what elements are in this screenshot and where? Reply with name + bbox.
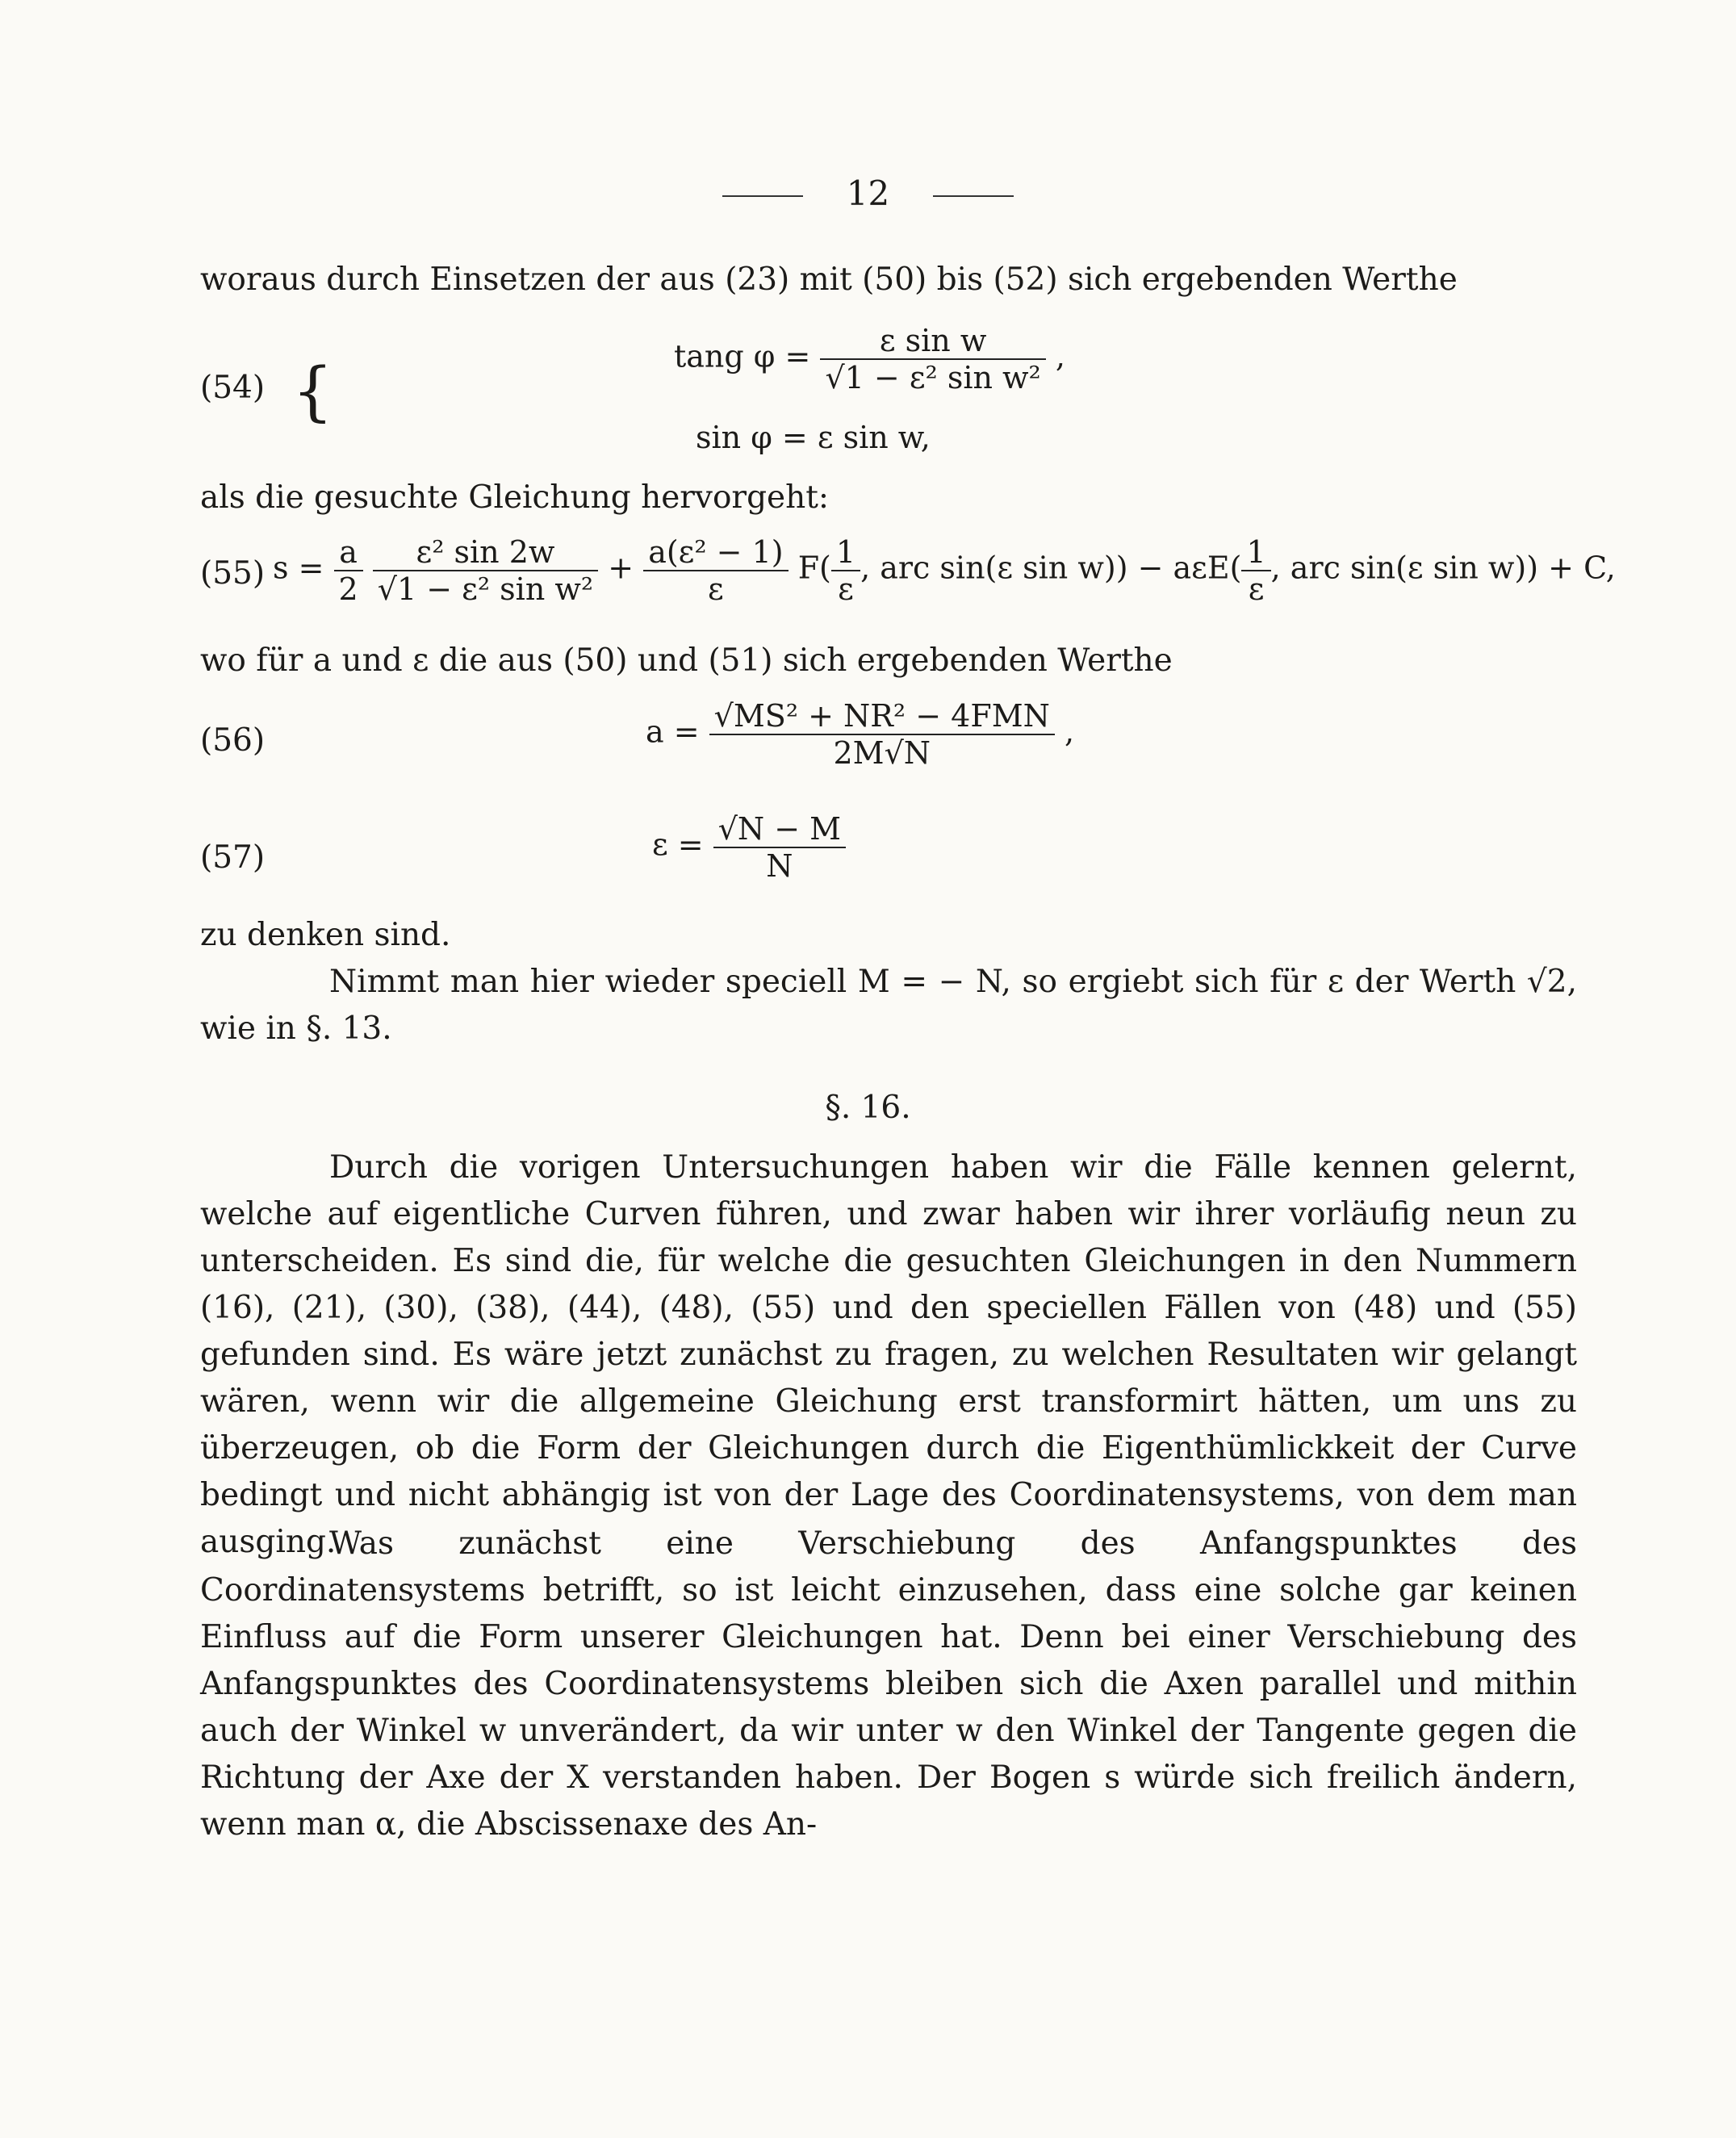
intro-line: woraus durch Einsetzen der aus (23) mit (50) bis (52) sich ergebenden Werthe	[200, 261, 1458, 298]
eq57-lhs: ε =	[652, 826, 704, 863]
eq55-frac-a2-den: 2	[334, 570, 363, 607]
eq57-label: (57)	[200, 839, 266, 876]
eq56-fraction	[709, 698, 1055, 771]
para-nimmt: Nimmt man hier wieder speciell M = − N, so ergiebt sich für ε der Werth √2, wie in §. 13.	[200, 964, 1577, 1047]
eq55-label: (55)	[200, 555, 266, 592]
eq55-F-args: , arc sin(ε sin w)) − aεE(	[860, 550, 1242, 586]
eq55-frac-inv1-num: 1	[835, 534, 856, 570]
section-title: §. 16.	[825, 1090, 911, 1126]
eq55-E-args: , arc sin(ε sin w)) + C,	[1270, 550, 1616, 586]
para-was: Was zunächst eine Verschiebung des Anfangspunktes des Coordinatensystems betrifft, so ist leicht einzusehen, dass eine solche gar keinen Einfluss auf die Form unserer Gleichungen hat. Denn bei einer Verschiebung des Anfangspunktes des Coordinatensystems bleiben sich die Axen parallel und mithin auch der Winkel w unverändert, da wir unter w den Winkel der Tangente gegen die Richtung der Axe der X verstanden haben. Der Bogen s würde sich freilich ändern, wenn man α, die Abscissenaxe des An-	[200, 1525, 1577, 1843]
eq54-line2: sin φ = ε sin w,	[696, 420, 931, 455]
eq55-s: s =	[273, 550, 324, 586]
page-header	[0, 174, 1736, 213]
eq56-denominator: 2M√N	[709, 734, 1055, 771]
eq54-line1-lhs: tang φ =	[674, 338, 811, 374]
eq56-label: (56)	[200, 722, 266, 759]
eq56-body	[646, 698, 1074, 771]
eq54-label: (54)	[200, 370, 266, 406]
eq55-frac-aeps-den: ε	[643, 570, 788, 607]
eq55-frac-inv2	[1241, 534, 1270, 607]
eq55-frac-a2	[334, 534, 363, 607]
eq57-body	[652, 811, 846, 884]
eq55-body	[273, 534, 1616, 607]
line-zu: zu denken sind.	[200, 917, 451, 953]
eq54-line1-numerator: ε sin w	[879, 323, 987, 358]
eq54-line1-tail: ,	[1055, 338, 1065, 374]
eq54-brace: {	[292, 354, 333, 429]
eq56-numerator: √MS² + NR² − 4FMN	[713, 698, 1050, 734]
para-durch: Durch die vorigen Untersuchungen haben wir die Fälle kennen gelernt, welche auf eigentliche Curven führen, und zwar haben wir ihrer vorläufig neun zu unterscheiden. Es sind die, für welche die gesuchten Gleichungen in den Nummern (16), (21), (30), (38), (44), (48), (55) und den speciellen Fällen von (48) und (55) gefunden sind. Es wäre jetzt zunächst zu fragen, zu welchen Resultaten wir gelangt wären, wenn wir die allgemeine Gleichung erst transformirt hätten, um uns zu überzeugen, ob die Form der Gleichungen durch die Eigenthümlickkeit der Curve bedingt und nicht abhängig ist von der Lage des Coordinatensystems, von dem man ausging.	[200, 1149, 1577, 1560]
header-rule-right	[933, 195, 1014, 197]
line-wo: wo für a und ε die aus (50) und (51) sich ergebenden Werthe	[200, 642, 1173, 679]
page-number: 12	[846, 174, 890, 213]
eq55-frac-inv2-num: 1	[1246, 534, 1266, 570]
header-rule-left	[722, 195, 803, 197]
eq54-line1-fraction	[820, 323, 1045, 395]
eq56-lhs: a =	[646, 713, 700, 750]
eq54-line1	[674, 323, 1065, 395]
eq57-denominator: N	[713, 847, 846, 884]
line-als: als die gesuchte Gleichung hervorgeht:	[200, 479, 830, 516]
eq55-frac-sin2w-den: √1 − ε² sin w²	[373, 570, 598, 607]
eq55-frac-sin2w	[373, 534, 598, 607]
eq55-frac-aeps-num: a(ε² − 1)	[648, 534, 784, 570]
eq55-plus: +	[608, 550, 634, 586]
eq57-numerator: √N − M	[717, 811, 842, 847]
eq54-line1-denominator: √1 − ε² sin w²	[820, 358, 1045, 395]
eq55-frac-inv2-den: ε	[1241, 570, 1270, 607]
eq55-frac-sin2w-num: ε² sin 2w	[416, 534, 555, 570]
eq55-F: F(	[797, 550, 831, 586]
eq55-frac-aeps	[643, 534, 788, 607]
eq56-tail: ,	[1064, 713, 1075, 750]
eq55-frac-inv1-den: ε	[831, 570, 860, 607]
eq55-frac-inv1	[831, 534, 860, 607]
eq55-frac-a2-num: a	[339, 534, 358, 570]
eq57-fraction	[713, 811, 846, 884]
